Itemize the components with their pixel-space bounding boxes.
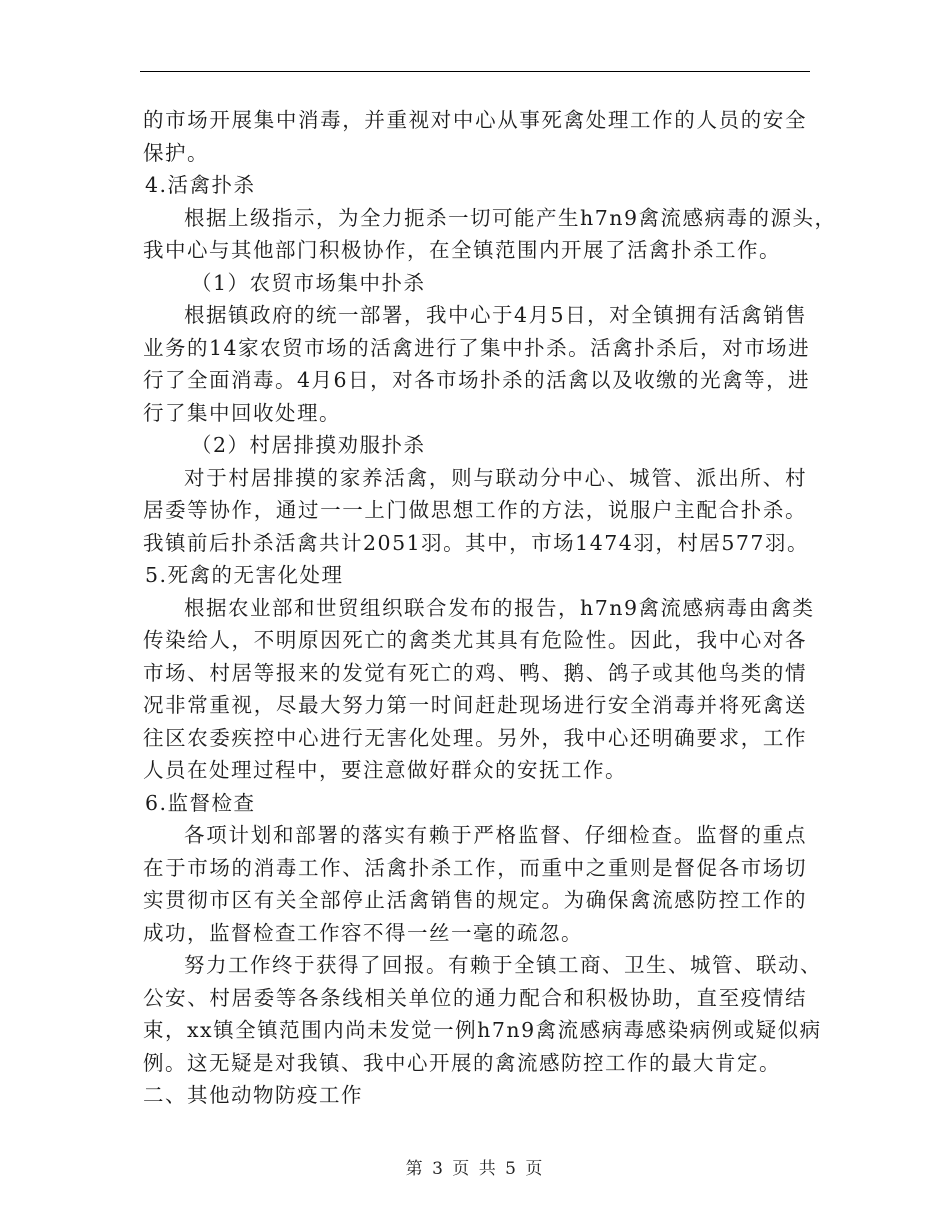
text-line: 市场、村居等报来的发觉有死亡的鸡、鸭、鹅、鸽子或其他鸟类的情 xyxy=(143,660,807,685)
text-line: 实贯彻市区有关全部停止活禽销售的规定。为确保禽流感防控工作的 xyxy=(143,888,807,912)
text-line: 束，xx镇全镇范围内尚未发觉一例h7n9禽流感病毒感染病例或疑似病 xyxy=(143,1018,822,1042)
text-line: 我中心与其他部门积极协作，在全镇范围内开展了活禽扑杀工作。 xyxy=(143,238,781,262)
text-line: 对于村居排摸的家养活禽，则与联动分中心、城管、派出所、村 xyxy=(184,465,807,490)
text-line: 公安、村居委等各条线相关单位的通力配合和积极协助，直至疫情结 xyxy=(143,985,807,1010)
text-line: （2）村居排摸劝服扑杀 xyxy=(191,433,426,457)
text-line: （1）农贸市场集中扑杀 xyxy=(191,270,426,295)
text-line: 例。这无疑是对我镇、我中心开展的禽流感防控工作的最大肯定。 xyxy=(143,1050,781,1075)
text-line: 5.死禽的无害化处理 xyxy=(145,563,344,587)
text-line: 根据上级指示，为全力扼杀一切可能产生h7n9禽流感病毒的源头， xyxy=(184,205,837,230)
text-line: 的市场开展集中消毒，并重视对中心从事死禽处理工作的人员的安全 xyxy=(143,108,807,132)
text-line: 行了集中回收处理。 xyxy=(143,400,341,425)
text-line: 成功，监督检查工作容不得一丝一毫的疏忽。 xyxy=(143,920,583,945)
text-line: 在于市场的消毒工作、活禽扑杀工作，而重中之重则是督促各市场切 xyxy=(143,855,807,880)
text-line: 6.监督检查 xyxy=(145,790,256,815)
header-rule xyxy=(140,71,810,72)
text-line: 各项计划和部署的落实有赖于严格监督、仔细检查。监督的重点 xyxy=(184,823,807,847)
text-line: 根据镇政府的统一部署，我中心于4月5日，对全镇拥有活禽销售 xyxy=(184,303,808,327)
text-line: 居委等协作，通过一一上门做思想工作的方法，说服户主配合扑杀。 xyxy=(143,498,807,522)
text-line: 保护。 xyxy=(143,140,209,165)
text-line: 传染给人，不明原因死亡的禽类尤其具有危险性。因此，我中心对各 xyxy=(143,628,807,652)
text-line: 努力工作终于获得了回报。有赖于全镇工商、卫生、城管、联动、 xyxy=(184,953,822,977)
text-line: 我镇前后扑杀活禽共计2051羽。其中，市场1474羽，村居577羽。 xyxy=(143,530,809,555)
text-line: 行了全面消毒。4月6日，对各市场扑杀的活禽以及收缴的光禽等，进 xyxy=(143,368,811,392)
text-line: 往区农委疾控中心进行无害化处理。另外，我中心还明确要求，工作 xyxy=(143,725,807,750)
document-body xyxy=(143,104,837,1112)
text-line: 业务的14家农贸市场的活禽进行了集中扑杀。活禽扑杀后，对市场进 xyxy=(143,335,811,360)
text-line: 4.活禽扑杀 xyxy=(145,173,256,197)
text-line: 二、其他动物防疫工作 xyxy=(143,1083,363,1107)
text-line: 人员在处理过程中，要注意做好群众的安抚工作。 xyxy=(143,758,627,782)
text-line: 根据农业部和世贸组织联合发布的报告，h7n9禽流感病毒由禽类 xyxy=(184,595,815,620)
text-line: 况非常重视，尽最大努力第一时间赶赴现场进行安全消毒并将死禽送 xyxy=(143,693,807,717)
page-number: 第 3 页 共 5 页 xyxy=(405,1159,545,1179)
